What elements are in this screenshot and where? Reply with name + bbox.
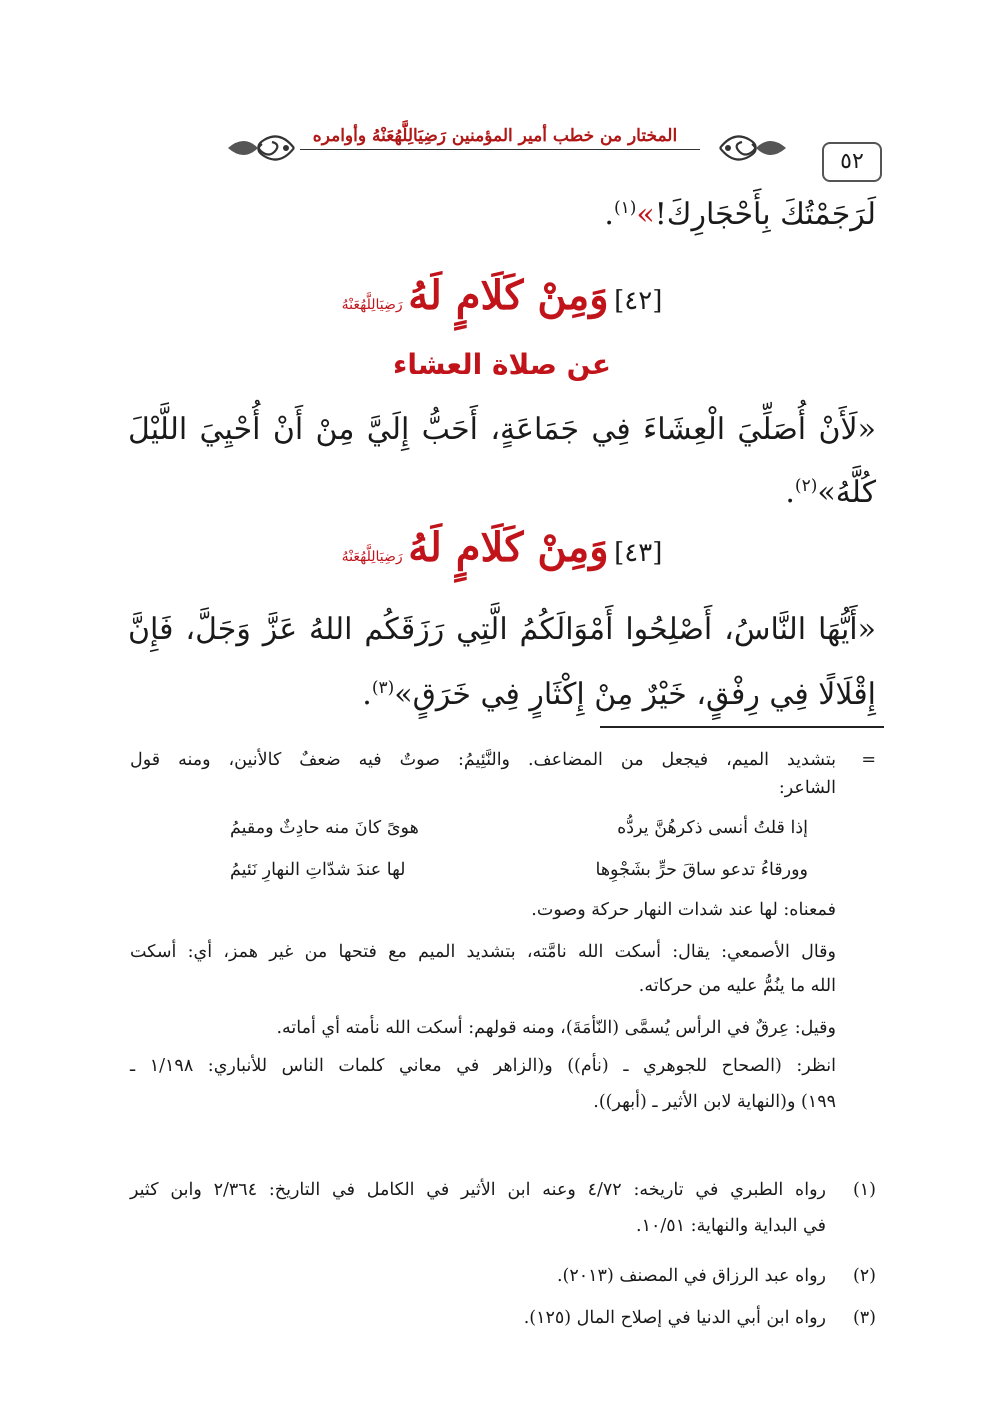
footnote-ref-1: (١) — [613, 198, 637, 218]
footnote-asmai-line-1: وقال الأصمعي: يقال: أسكت الله نامَّته، بتشديد الميم مع فتحها من غير همز، أي: أسكت — [130, 942, 836, 962]
footnote-1-line-1: رواه الطبري في تاريخه: ٤/٧٢ وعنه ابن الأثير في الكامل في التاريخ: ٢/٣٦٤ وابن كثير — [130, 1180, 826, 1200]
section-number: [٤٢] — [614, 286, 663, 316]
verse-2-hemistich-2: لها عندَ شدّاتِ النهارِ نَئيمُ — [230, 860, 406, 880]
page-number: ٥٢ — [822, 142, 882, 182]
footnote-2-text: رواه عبد الرزاق في المصنف (٢٠١٣). — [556, 1266, 826, 1286]
honorific: رَضِيَالِلَّهُعَنْهُ — [341, 549, 403, 565]
quote-42-line-2 — [785, 466, 876, 513]
verse-1-hemistich-1: إذا قلتُ أنسى ذكرهُنَّ يردُّه — [617, 818, 808, 838]
section-title: وَمِنْ كَلَامٍ لَهُ — [408, 524, 609, 571]
footnote-3-marker: (٣) — [852, 1308, 876, 1328]
section-heading-43 — [128, 524, 876, 571]
quote-43-line-2 — [362, 668, 876, 715]
section-title: وَمِنْ كَلَامٍ لَهُ — [408, 272, 609, 319]
continued-marker: = — [861, 750, 876, 770]
footnote-cont-line-2: الشاعر: — [778, 778, 836, 798]
footnote-1-marker: (١) — [852, 1180, 876, 1200]
quote-42-end-text: كُلَّهُ» — [817, 475, 876, 510]
quote-43-line-1: «أَيُّهَا النَّاسُ، أَصْلِحُوا أَمْوَالَكُمُ الَّتِي رَزَقَكُم اللهُ عَزَّ وَجَلَّ، فَإِنَّ — [128, 612, 876, 647]
verse-1-hemistich-2: هوىً كانَ منه حادِثٌ ومقيمُ — [230, 818, 419, 838]
continued-text: لَرَجَمْتُكَ بِأَحْجَارِكَ! — [654, 197, 876, 232]
footnote-asmai-line-2: الله ما ينُمُّ عليه من حركاته. — [638, 976, 836, 996]
footnote-unzur-line-2: ١٩٩) و(النهاية لابن الأثير ـ (أبهر)). — [593, 1092, 836, 1112]
footnote-cont-line-1: بتشديد الميم، فيجعل من المضاعف. والنَّئِيمُ: صوتٌ فيه ضعفٌ كالأنين، ومنه قول — [130, 750, 836, 770]
footnote-ref-3: (٣) — [371, 678, 395, 698]
header-rule — [300, 149, 700, 150]
footnote-ref-2: (٢) — [794, 476, 818, 496]
running-title: المختار من خطب أمير المؤمنين رَضِيَالِلَّهُعَنْهُ وأوامره — [312, 126, 678, 146]
honorific: رَضِيَالِلَّهُعَنْهُ — [341, 297, 403, 313]
quote-close: » — [636, 197, 655, 232]
section-number: [٤٣] — [614, 538, 663, 568]
continued-text-line — [604, 188, 876, 235]
footnote-unzur-line-1: انظر: (الصحاح للجوهري ـ (نأم)) و(الزاهر في معاني كلمات الناس للأنباري: ١/١٩٨ ـ — [130, 1056, 836, 1076]
footnote-2-marker: (٢) — [852, 1266, 876, 1286]
quote-43-end-text: إِقْلَالًا فِي رِفْقٍ، خَيْرٌ مِنْ إِكْثَارٍ فِي خَرَقٍ» — [394, 677, 876, 712]
footnote-meaning: فمعناه: لها عند شدات النهار حركة وصوت. — [531, 900, 836, 920]
section-heading-42 — [128, 272, 876, 319]
verse-2-hemistich-1: وورقاءُ تدعو ساقَ حرٍّ بشَجْوِها — [595, 860, 808, 880]
line-end: . — [362, 677, 372, 712]
footnote-separator — [600, 726, 884, 728]
quote-42-line-1: «لَأَنْ أُصَلِّيَ الْعِشَاءَ فِي جَمَاعَةٍ، أَحَبُّ إِلَيَّ مِنْ أَنْ أُحْيِيَ اللَّيْلَ — [128, 412, 876, 447]
floral-ornament-icon — [716, 124, 788, 172]
section-subtitle: عن صلاة العشاء — [393, 348, 611, 381]
footnote-qila: وقيل: عِرقٌ في الرأس يُسمَّى (النّأمَةَ)، ومنه قولهم: أسكت الله نأمته أي أماته. — [276, 1018, 836, 1038]
footnote-3-text: رواه ابن أبي الدنيا في إصلاح المال (١٢٥). — [523, 1308, 826, 1328]
floral-ornament-icon — [226, 124, 298, 172]
footnote-1-line-2: في البداية والنهاية: ١٠/٥١. — [636, 1216, 826, 1236]
line-end: . — [785, 475, 795, 510]
line-end: . — [604, 197, 614, 232]
